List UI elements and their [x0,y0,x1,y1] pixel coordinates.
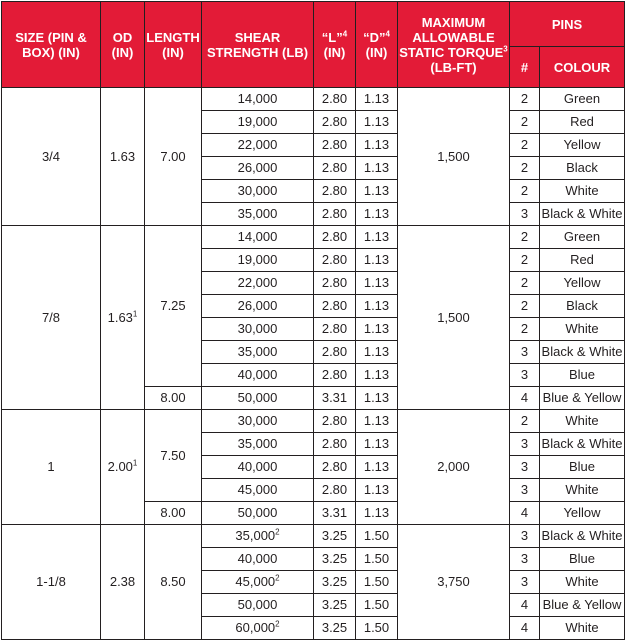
pins-count-cell: 3 [510,456,540,479]
pins-colour-cell: White [540,571,625,594]
header-shear-strength: SHEAR STRENGTH (LB) [202,2,314,88]
shear-value: 50,000 [237,390,278,405]
od-value: 1.63 [107,309,133,325]
pins-count-cell: 3 [510,203,540,226]
d-dimension-cell: 1.13 [356,203,398,226]
l-dimension-cell: 2.80 [314,134,356,157]
shear-footnote: 2 [275,619,280,629]
header-l-unit: (IN) [323,44,346,60]
shear-strength-cell [202,456,314,479]
shear-strength-cell [202,157,314,180]
pins-colour-cell: Green [540,88,625,111]
header-pins: PINS [510,2,625,47]
shear-value: 40,000 [237,367,278,382]
pins-count-cell: 3 [510,571,540,594]
l-dimension-cell: 3.25 [314,594,356,617]
shear-value: 30,000 [237,183,278,198]
d-dimension-cell: 1.13 [356,157,398,180]
l-dimension-cell: 2.80 [314,364,356,387]
pins-count-cell: 3 [510,479,540,502]
d-dimension-cell: 1.50 [356,594,398,617]
header-l-dimension [314,2,356,88]
d-dimension-cell: 1.13 [356,134,398,157]
l-dimension-cell: 2.80 [314,203,356,226]
d-dimension-cell: 1.13 [356,249,398,272]
max-torque-cell: 3,750 [398,525,510,640]
shear-value: 14,000 [237,229,278,244]
pins-colour-cell: White [540,479,625,502]
shear-strength-cell [202,617,314,640]
shear-strength-cell [202,203,314,226]
pins-count-cell: 2 [510,226,540,249]
pins-colour-cell: Blue [540,364,625,387]
shear-strength-cell [202,410,314,433]
shear-value: 14,000 [237,91,278,106]
header-l-label: “L” [321,29,343,45]
l-dimension-cell: 2.80 [314,295,356,318]
d-dimension-cell: 1.13 [356,272,398,295]
shear-value: 22,000 [237,137,278,152]
shear-value: 50,000 [237,505,278,520]
pins-count-cell: 2 [510,295,540,318]
l-dimension-cell: 2.80 [314,88,356,111]
od-value: 2.00 [107,459,133,474]
d-dimension-cell: 1.13 [356,456,398,479]
d-dimension-cell: 1.13 [356,502,398,525]
l-dimension-cell: 2.80 [314,456,356,479]
length-cell: 7.00 [145,88,202,226]
od-footnote: 1 [132,458,138,468]
shear-strength-cell [202,88,314,111]
shear-strength-cell [202,341,314,364]
pins-colour-cell: White [540,180,625,203]
header-l-footnote: 4 [342,29,348,39]
pins-colour-cell: Black & White [540,525,625,548]
l-dimension-cell: 2.80 [314,479,356,502]
shear-strength-spec-table [1,1,625,640]
pins-colour-cell: Blue & Yellow [540,594,625,617]
shear-value: 22,000 [237,275,278,290]
shear-value: 30,000 [237,413,278,428]
l-dimension-cell: 2.80 [314,226,356,249]
table-row [2,226,625,249]
pins-colour-cell: White [540,410,625,433]
d-dimension-cell: 1.13 [356,387,398,410]
header-d-label: “D” [363,29,386,45]
pins-colour-cell: Black & White [540,203,625,226]
d-dimension-cell: 1.50 [356,571,398,594]
shear-value: 30,000 [237,321,278,336]
table-row [2,525,625,548]
table-row [2,410,625,433]
shear-value: 35,000 [237,436,278,451]
header-torque-footnote: 3 [503,44,508,54]
shear-strength-cell [202,272,314,295]
l-dimension-cell: 3.25 [314,525,356,548]
d-dimension-cell: 1.13 [356,318,398,341]
od-cell [101,410,145,525]
shear-value: 26,000 [237,160,278,175]
d-dimension-cell: 1.50 [356,548,398,571]
pins-colour-cell: Red [540,249,625,272]
l-dimension-cell: 2.80 [314,157,356,180]
length-cell: 7.25 [145,226,202,387]
d-dimension-cell: 1.13 [356,180,398,203]
pins-count-cell: 2 [510,272,540,295]
l-dimension-cell: 3.25 [314,571,356,594]
shear-strength-cell [202,548,314,571]
shear-footnote: 2 [275,527,280,537]
pins-colour-cell: White [540,617,625,640]
shear-strength-cell [202,502,314,525]
d-dimension-cell: 1.13 [356,341,398,364]
d-dimension-cell: 1.13 [356,88,398,111]
l-dimension-cell: 3.31 [314,387,356,410]
l-dimension-cell: 2.80 [314,111,356,134]
shear-value: 19,000 [237,252,278,267]
shear-strength-cell [202,525,314,548]
pins-colour-cell: Blue [540,548,625,571]
header-size: SIZE (PIN & BOX) (IN) [2,2,101,88]
d-dimension-cell: 1.13 [356,295,398,318]
d-dimension-cell: 1.13 [356,111,398,134]
pins-count-cell: 2 [510,157,540,180]
shear-value: 40,000 [237,459,278,474]
header-torque-label: MAXIMUM ALLOWABLE STATIC TORQUE [399,14,504,60]
shear-strength-cell [202,433,314,456]
pins-colour-cell: Black & White [540,433,625,456]
pins-count-cell: 4 [510,617,540,640]
l-dimension-cell: 3.25 [314,617,356,640]
shear-strength-cell [202,479,314,502]
shear-strength-cell [202,180,314,203]
shear-strength-cell [202,318,314,341]
pins-colour-cell: Blue [540,456,625,479]
od-footnote: 1 [132,309,138,319]
pins-count-cell: 3 [510,525,540,548]
pins-colour-cell: Blue & Yellow [540,387,625,410]
header-torque-unit: (LB-FT) [430,59,477,75]
pins-colour-cell: Black & White [540,341,625,364]
header-d-unit: (IN) [365,44,388,60]
l-dimension-cell: 3.25 [314,548,356,571]
header-od: OD (IN) [101,2,145,88]
pins-count-cell: 4 [510,594,540,617]
pins-count-cell: 3 [510,548,540,571]
l-dimension-cell: 2.80 [314,433,356,456]
pins-count-cell: 3 [510,433,540,456]
size-cell: 7/8 [2,226,101,410]
max-torque-cell: 1,500 [398,88,510,226]
pins-count-cell: 2 [510,180,540,203]
shear-value: 45,000 [235,574,276,589]
pins-count-cell: 2 [510,249,540,272]
pins-count-cell: 2 [510,111,540,134]
pins-colour-cell: Black [540,157,625,180]
header-d-footnote: 4 [385,29,390,39]
table-body [2,88,625,640]
header-d-dimension [356,2,398,88]
shear-value: 40,000 [237,551,278,566]
l-dimension-cell: 2.80 [314,318,356,341]
pins-colour-cell: Black [540,295,625,318]
shear-value: 26,000 [237,298,278,313]
od-value: 1.63 [109,148,136,164]
pins-count-cell: 2 [510,134,540,157]
shear-value: 19,000 [237,114,278,129]
pins-count-cell: 3 [510,364,540,387]
od-cell [101,226,145,410]
shear-value: 60,000 [235,620,276,635]
d-dimension-cell: 1.13 [356,226,398,249]
table-row [2,88,625,111]
header-pins-count: # [510,47,540,88]
shear-strength-cell [202,364,314,387]
header-length: LENGTH (IN) [145,2,202,88]
shear-strength-cell [202,571,314,594]
header-pins-colour: COLOUR [540,47,625,88]
l-dimension-cell: 3.31 [314,502,356,525]
pins-colour-cell: Red [540,111,625,134]
d-dimension-cell: 1.13 [356,364,398,387]
pins-count-cell: 4 [510,502,540,525]
length-cell: 7.50 [145,410,202,502]
max-torque-cell: 2,000 [398,410,510,525]
shear-strength-cell [202,134,314,157]
shear-footnote: 2 [275,573,280,583]
shear-strength-cell [202,594,314,617]
shear-value: 35,000 [237,344,278,359]
od-value: 2.38 [109,574,136,589]
d-dimension-cell: 1.50 [356,525,398,548]
l-dimension-cell: 2.80 [314,180,356,203]
pins-count-cell: 4 [510,387,540,410]
l-dimension-cell: 2.80 [314,272,356,295]
shear-strength-cell [202,249,314,272]
pins-count-cell: 2 [510,410,540,433]
d-dimension-cell: 1.13 [356,479,398,502]
pins-colour-cell: Yellow [540,502,625,525]
shear-strength-cell [202,226,314,249]
max-torque-cell: 1,500 [398,226,510,410]
pins-colour-cell: Green [540,226,625,249]
size-cell: 1-1/8 [2,525,101,640]
size-cell: 1 [2,410,101,525]
size-cell: 3/4 [2,88,101,226]
pins-count-cell: 2 [510,318,540,341]
d-dimension-cell: 1.13 [356,433,398,456]
shear-strength-cell [202,387,314,410]
d-dimension-cell: 1.13 [356,410,398,433]
pins-colour-cell: White [540,318,625,341]
l-dimension-cell: 2.80 [314,249,356,272]
l-dimension-cell: 2.80 [314,410,356,433]
shear-value: 35,000 [237,206,278,221]
header-max-torque [398,2,510,88]
pins-count-cell: 2 [510,88,540,111]
shear-strength-cell [202,295,314,318]
length-cell: 8.50 [145,525,202,640]
pins-count-cell: 3 [510,341,540,364]
od-cell [101,88,145,226]
shear-value: 35,000 [235,528,276,543]
shear-strength-cell [202,111,314,134]
length-cell: 8.00 [145,502,202,525]
shear-value: 45,000 [237,482,278,497]
d-dimension-cell: 1.50 [356,617,398,640]
shear-value: 50,000 [237,597,278,612]
od-cell [101,525,145,640]
length-cell: 8.00 [145,387,202,410]
pins-colour-cell: Yellow [540,134,625,157]
pins-colour-cell: Yellow [540,272,625,295]
l-dimension-cell: 2.80 [314,341,356,364]
